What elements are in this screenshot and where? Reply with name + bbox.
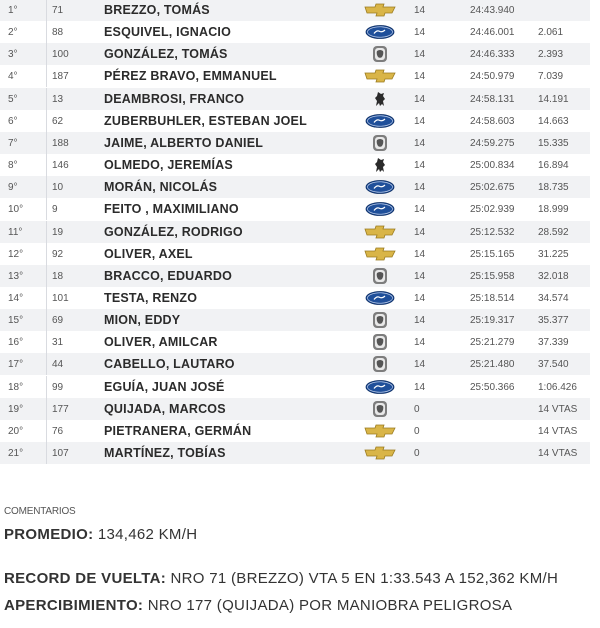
gap-cell: 18.735 bbox=[538, 182, 569, 194]
column-divider bbox=[46, 0, 47, 21]
laps-cell: 14 bbox=[414, 359, 426, 371]
position-cell: 18° bbox=[8, 381, 24, 393]
time-cell: 25:12.532 bbox=[470, 226, 515, 238]
car-number-cell: 31 bbox=[52, 337, 64, 349]
ford-logo-icon bbox=[364, 178, 396, 196]
time-cell: 24:46.333 bbox=[470, 49, 515, 61]
chevrolet-logo-icon bbox=[364, 422, 396, 440]
table-row bbox=[0, 110, 590, 132]
table-row bbox=[0, 265, 590, 287]
position-cell: 6° bbox=[8, 115, 18, 127]
car-number-cell: 69 bbox=[52, 315, 64, 327]
lap-record-value: NRO 71 (BREZZO) VTA 5 EN 1:33.543 A 152,362 KM/H bbox=[166, 570, 559, 587]
table-row bbox=[0, 376, 590, 398]
laps-cell: 14 bbox=[414, 204, 426, 216]
lap-record-line bbox=[4, 570, 558, 587]
laps-cell: 14 bbox=[414, 337, 426, 349]
table-row bbox=[0, 221, 590, 243]
laps-cell: 14 bbox=[414, 160, 426, 172]
column-divider bbox=[46, 309, 47, 331]
table-row bbox=[0, 154, 590, 176]
driver-name-cell: DEAMBROSI, FRANCO bbox=[104, 91, 245, 106]
table-row bbox=[0, 398, 590, 420]
average-speed-value: 134,462 KM/H bbox=[93, 526, 198, 543]
column-divider bbox=[46, 265, 47, 287]
average-speed-line bbox=[4, 526, 197, 543]
gap-cell: 1:06.426 bbox=[538, 381, 577, 393]
gap-cell: 18.999 bbox=[538, 204, 569, 216]
laps-cell: 14 bbox=[414, 226, 426, 238]
chevrolet-logo-icon bbox=[364, 1, 396, 19]
driver-name-cell: ESQUIVEL, IGNACIO bbox=[104, 25, 232, 40]
position-cell: 3° bbox=[8, 49, 18, 61]
car-number-cell: 177 bbox=[52, 403, 69, 415]
gap-cell: 14 VTAS bbox=[538, 403, 578, 415]
time-cell: 24:58.131 bbox=[470, 93, 515, 105]
gap-cell: 15.335 bbox=[538, 137, 569, 149]
position-cell: 20° bbox=[8, 425, 24, 437]
driver-name-cell: PÉREZ BRAVO, EMMANUEL bbox=[104, 69, 277, 84]
column-divider bbox=[46, 442, 47, 464]
driver-name-cell: MORÁN, NICOLÁS bbox=[104, 180, 218, 195]
gap-cell: 34.574 bbox=[538, 292, 569, 304]
time-cell: 25:15.958 bbox=[470, 270, 515, 282]
time-cell: 24:59.275 bbox=[470, 137, 515, 149]
car-number-cell: 88 bbox=[52, 27, 64, 39]
driver-name-cell: PIETRANERA, GERMÁN bbox=[104, 423, 252, 438]
gap-cell: 28.592 bbox=[538, 226, 569, 238]
chevrolet-logo-icon bbox=[364, 67, 396, 85]
gap-cell: 14 VTAS bbox=[538, 448, 578, 459]
dodge-logo-icon bbox=[364, 355, 396, 373]
laps-cell: 14 bbox=[414, 270, 426, 282]
column-divider bbox=[46, 65, 47, 87]
column-divider bbox=[46, 420, 47, 442]
car-number-cell: 10 bbox=[52, 182, 64, 194]
time-cell: 25:00.834 bbox=[470, 160, 515, 172]
table-row bbox=[0, 243, 590, 265]
laps-cell: 14 bbox=[414, 315, 426, 327]
column-divider bbox=[46, 176, 47, 198]
position-cell: 17° bbox=[8, 359, 24, 371]
driver-name-cell: BRACCO, EDUARDO bbox=[104, 268, 232, 283]
position-cell: 9° bbox=[8, 182, 18, 194]
table-row bbox=[0, 43, 590, 65]
time-cell: 24:43.940 bbox=[470, 5, 515, 16]
driver-name-cell: EGUÍA, JUAN JOSÉ bbox=[104, 379, 225, 394]
gap-cell: 32.018 bbox=[538, 270, 569, 282]
position-cell: 12° bbox=[8, 248, 24, 260]
laps-cell: 14 bbox=[414, 381, 426, 393]
lap-record-label: RECORD DE VUELTA: bbox=[4, 570, 167, 587]
position-cell: 15° bbox=[8, 315, 24, 327]
dodge-logo-icon bbox=[364, 400, 396, 418]
position-cell: 14° bbox=[8, 292, 24, 304]
car-number-cell: 92 bbox=[52, 248, 64, 260]
table-row bbox=[0, 309, 590, 331]
laps-cell: 14 bbox=[414, 115, 426, 127]
laps-cell: 14 bbox=[414, 182, 426, 194]
time-cell: 25:19.317 bbox=[470, 315, 515, 327]
table-row bbox=[0, 287, 590, 309]
driver-name-cell: CABELLO, LAUTARO bbox=[104, 357, 235, 372]
column-divider bbox=[46, 198, 47, 220]
laps-cell: 0 bbox=[414, 425, 420, 437]
chevrolet-logo-icon bbox=[364, 223, 396, 241]
car-number-cell: 101 bbox=[52, 292, 69, 304]
ford-logo-icon bbox=[364, 23, 396, 41]
column-divider bbox=[46, 331, 47, 353]
laps-cell: 14 bbox=[414, 5, 426, 16]
position-cell: 19° bbox=[8, 403, 24, 415]
driver-name-cell: GONZÁLEZ, TOMÁS bbox=[104, 47, 228, 62]
car-number-cell: 99 bbox=[52, 381, 64, 393]
position-cell: 11° bbox=[8, 226, 23, 238]
laps-cell: 14 bbox=[414, 248, 426, 260]
laps-cell: 14 bbox=[414, 292, 426, 304]
position-cell: 5° bbox=[8, 93, 18, 105]
time-cell: 25:21.279 bbox=[470, 337, 515, 349]
column-divider bbox=[46, 88, 47, 110]
torino-logo-icon bbox=[364, 156, 396, 174]
driver-name-cell: ZUBERBUHLER, ESTEBAN JOEL bbox=[104, 113, 307, 128]
gap-cell: 16.894 bbox=[538, 160, 569, 172]
laps-cell: 0 bbox=[414, 403, 420, 415]
table-row bbox=[0, 442, 590, 464]
column-divider bbox=[46, 154, 47, 176]
driver-name-cell: OLIVER, AXEL bbox=[104, 246, 193, 261]
car-number-cell: 188 bbox=[52, 137, 69, 149]
time-cell: 25:18.514 bbox=[470, 292, 515, 304]
time-cell: 25:15.165 bbox=[470, 248, 515, 260]
table-row bbox=[0, 198, 590, 220]
gap-cell: 35.377 bbox=[538, 315, 569, 327]
gap-cell: 2.393 bbox=[538, 49, 564, 61]
table-row bbox=[0, 353, 590, 375]
position-cell: 4° bbox=[8, 71, 18, 83]
position-cell: 21° bbox=[8, 448, 24, 459]
gap-cell: 14.663 bbox=[538, 115, 569, 127]
driver-name-cell: FEITO , MAXIMILIANO bbox=[104, 202, 239, 217]
warning-line bbox=[4, 597, 512, 614]
car-number-cell: 44 bbox=[52, 359, 64, 371]
dodge-logo-icon bbox=[364, 333, 396, 351]
driver-name-cell: QUIJADA, MARCOS bbox=[104, 401, 226, 416]
driver-name-cell: BREZZO, TOMÁS bbox=[104, 3, 210, 17]
chevrolet-logo-icon bbox=[364, 444, 396, 462]
table-row bbox=[0, 420, 590, 442]
column-divider bbox=[46, 221, 47, 243]
time-cell: 24:58.603 bbox=[470, 115, 515, 127]
dodge-logo-icon bbox=[364, 45, 396, 63]
position-cell: 2° bbox=[8, 27, 18, 39]
table-row bbox=[0, 65, 590, 87]
table-row bbox=[0, 88, 590, 110]
gap-cell: 31.225 bbox=[538, 248, 569, 260]
gap-cell: 37.540 bbox=[538, 359, 569, 371]
position-cell: 8° bbox=[8, 160, 18, 172]
column-divider bbox=[46, 243, 47, 265]
table-row bbox=[0, 331, 590, 353]
time-cell: 24:46.001 bbox=[470, 27, 515, 39]
time-cell: 25:50.366 bbox=[470, 381, 515, 393]
dodge-logo-icon bbox=[364, 267, 396, 285]
laps-cell: 14 bbox=[414, 71, 426, 83]
driver-name-cell: OLIVER, AMILCAR bbox=[104, 335, 218, 350]
comments-heading: COMENTARIOS bbox=[4, 506, 76, 517]
car-number-cell: 19 bbox=[52, 226, 64, 238]
dodge-logo-icon bbox=[364, 311, 396, 329]
table-row bbox=[0, 21, 590, 43]
average-speed-label: PROMEDIO: bbox=[4, 526, 94, 543]
table-row bbox=[0, 132, 590, 154]
warning-value: NRO 177 (QUIJADA) POR MANIOBRA PELIGROSA bbox=[143, 597, 513, 614]
column-divider bbox=[46, 398, 47, 420]
column-divider bbox=[46, 376, 47, 398]
column-divider bbox=[46, 21, 47, 43]
laps-cell: 14 bbox=[414, 137, 426, 149]
ford-logo-icon bbox=[364, 378, 396, 396]
car-number-cell: 13 bbox=[52, 93, 64, 105]
table-row bbox=[0, 176, 590, 198]
car-number-cell: 107 bbox=[52, 448, 69, 459]
driver-name-cell: TESTA, RENZO bbox=[104, 290, 198, 305]
laps-cell: 0 bbox=[414, 448, 420, 459]
car-number-cell: 187 bbox=[52, 71, 69, 83]
position-cell: 7° bbox=[8, 137, 18, 149]
column-divider bbox=[46, 110, 47, 132]
gap-cell: 2.061 bbox=[538, 27, 564, 39]
position-cell: 10° bbox=[8, 204, 24, 216]
car-number-cell: 146 bbox=[52, 160, 69, 172]
ford-logo-icon bbox=[364, 200, 396, 218]
column-divider bbox=[46, 132, 47, 154]
car-number-cell: 18 bbox=[52, 270, 64, 282]
gap-cell: 14 VTAS bbox=[538, 425, 578, 437]
position-cell: 13° bbox=[8, 270, 24, 282]
driver-name-cell: OLMEDO, JEREMÍAS bbox=[104, 158, 233, 173]
car-number-cell: 62 bbox=[52, 115, 64, 127]
chevrolet-logo-icon bbox=[364, 245, 396, 263]
ford-logo-icon bbox=[364, 289, 396, 307]
driver-name-cell: MARTÍNEZ, TOBÍAS bbox=[104, 446, 226, 460]
car-number-cell: 71 bbox=[52, 5, 64, 16]
laps-cell: 14 bbox=[414, 27, 426, 39]
torino-logo-icon bbox=[364, 90, 396, 108]
car-number-cell: 9 bbox=[52, 204, 58, 216]
driver-name-cell: GONZÁLEZ, RODRIGO bbox=[104, 224, 243, 239]
time-cell: 25:21.480 bbox=[470, 359, 515, 371]
gap-cell: 7.039 bbox=[538, 71, 564, 83]
car-number-cell: 100 bbox=[52, 49, 69, 61]
time-cell: 24:50.979 bbox=[470, 71, 515, 83]
time-cell: 25:02.939 bbox=[470, 204, 515, 216]
position-cell: 1° bbox=[8, 5, 18, 16]
table-row bbox=[0, 0, 590, 21]
driver-name-cell: JAIME, ALBERTO DANIEL bbox=[104, 135, 264, 150]
laps-cell: 14 bbox=[414, 93, 426, 105]
gap-cell: 14.191 bbox=[538, 93, 569, 105]
warning-label: APERCIBIMIENTO: bbox=[4, 597, 144, 614]
gap-cell: 37.339 bbox=[538, 337, 569, 349]
driver-name-cell: MION, EDDY bbox=[104, 313, 181, 328]
laps-cell: 14 bbox=[414, 49, 426, 61]
time-cell: 25:02.675 bbox=[470, 182, 515, 194]
column-divider bbox=[46, 43, 47, 65]
dodge-logo-icon bbox=[364, 134, 396, 152]
position-cell: 16° bbox=[8, 337, 24, 349]
car-number-cell: 76 bbox=[52, 425, 64, 437]
column-divider bbox=[46, 353, 47, 375]
column-divider bbox=[46, 287, 47, 309]
ford-logo-icon bbox=[364, 112, 396, 130]
